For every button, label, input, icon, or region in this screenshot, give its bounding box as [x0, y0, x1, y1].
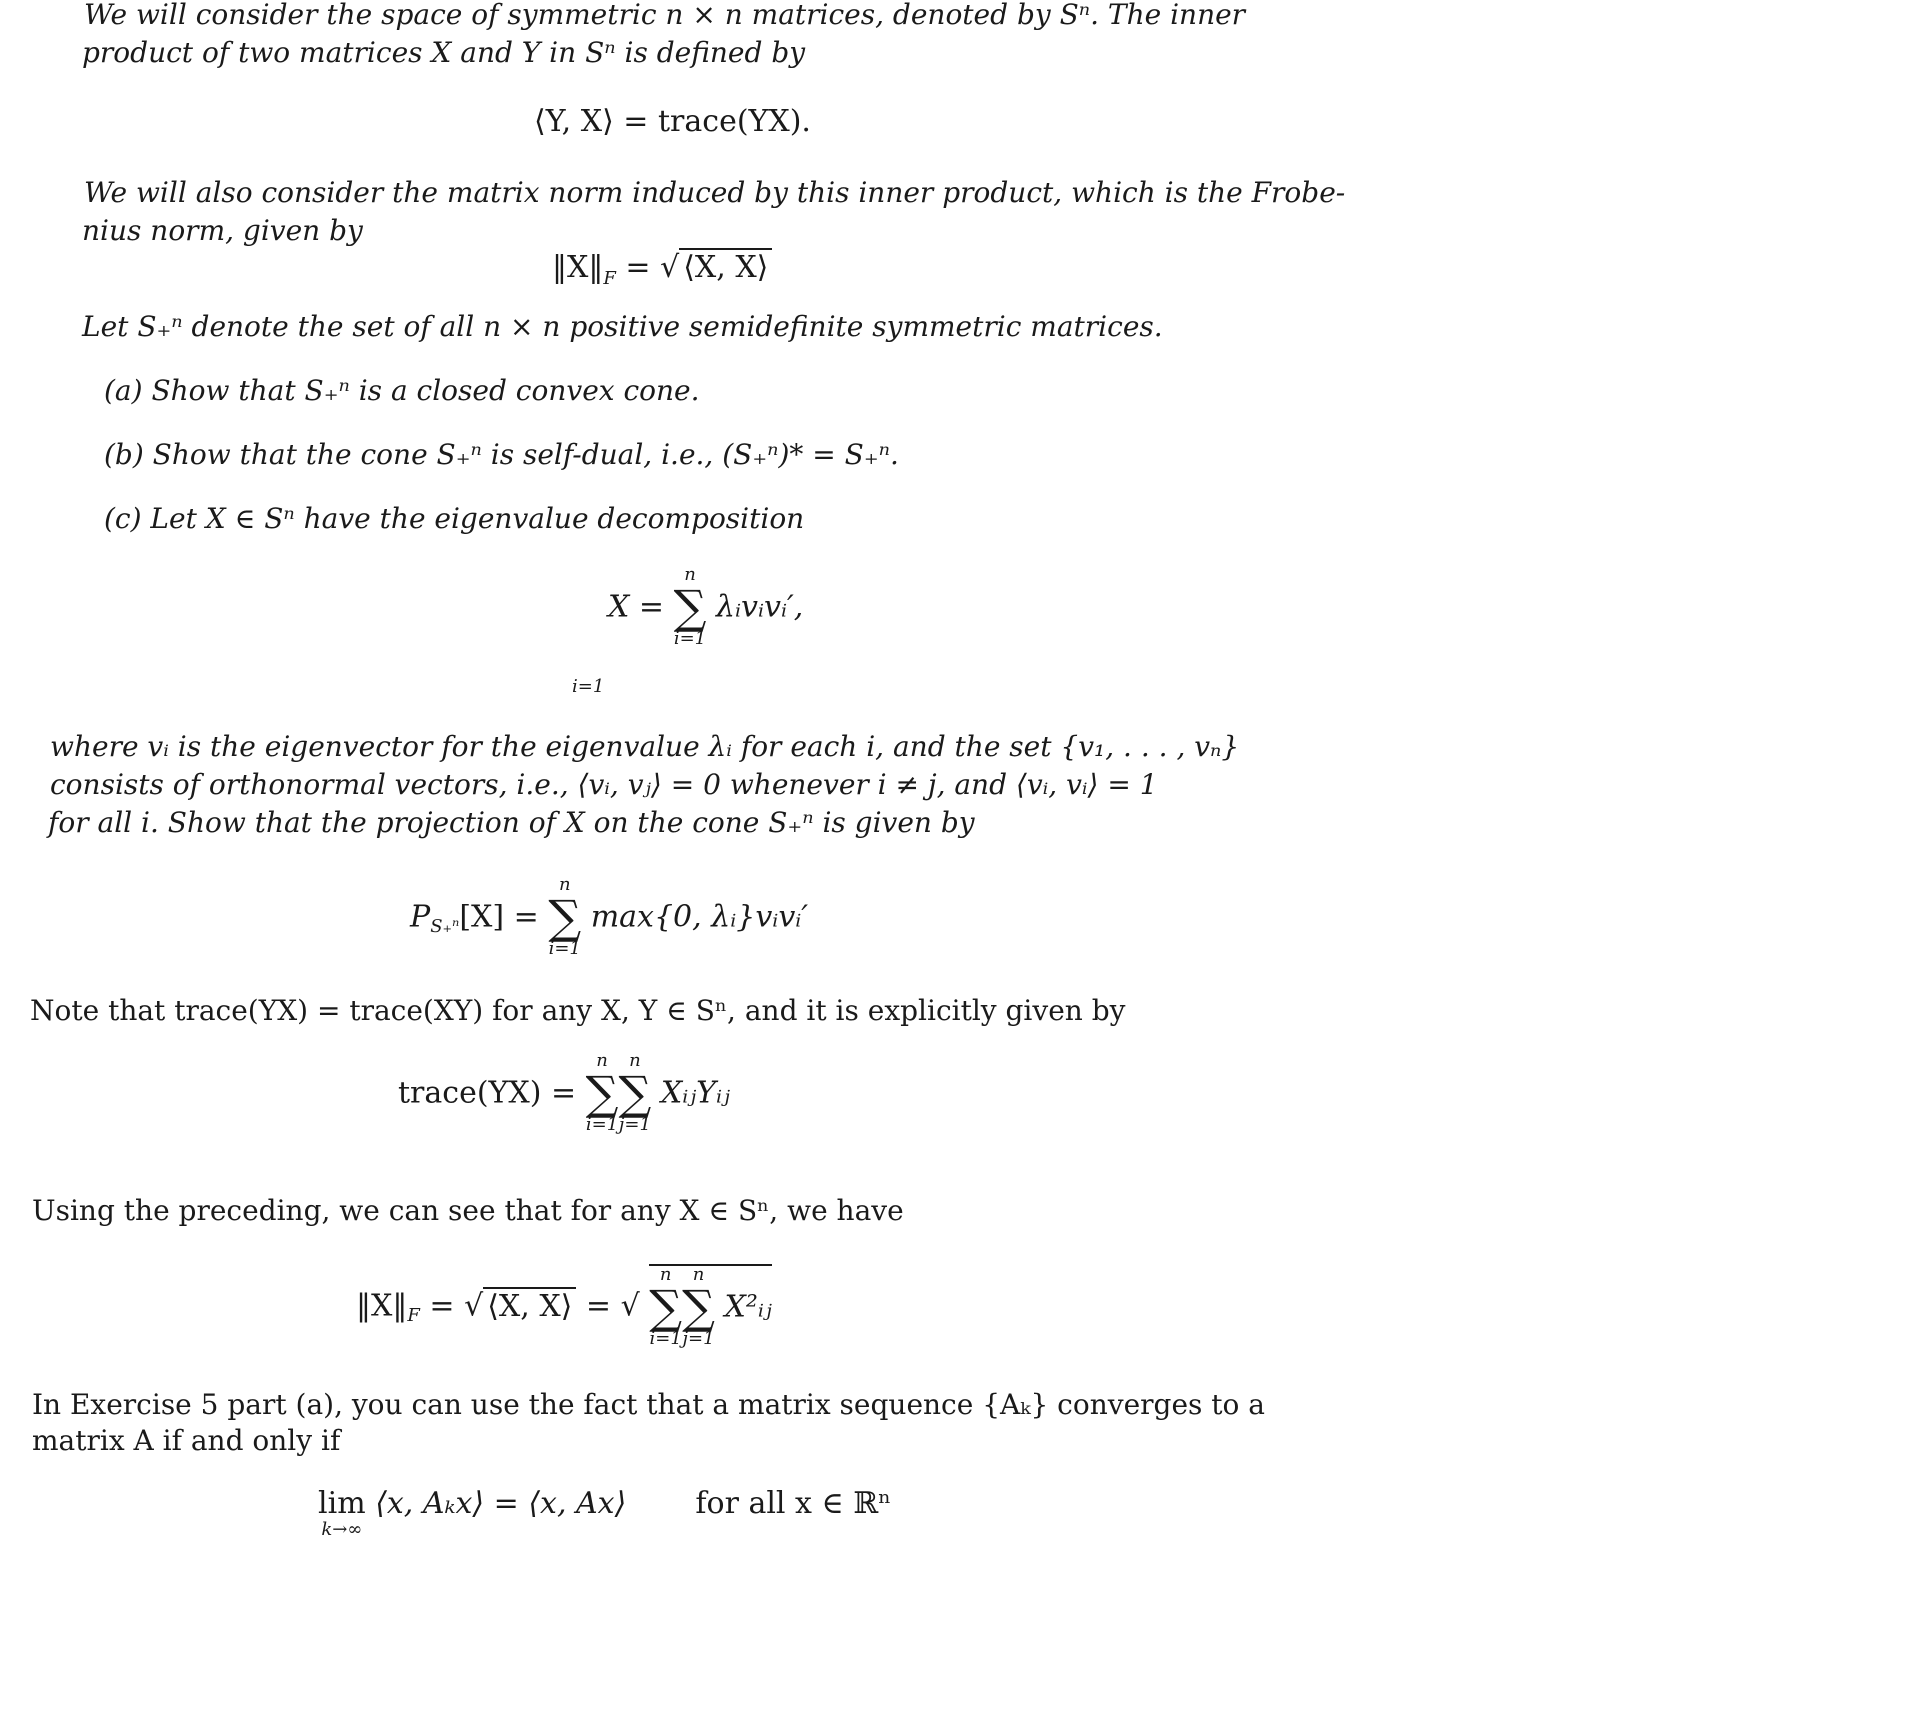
frob-eq: = √	[615, 250, 680, 285]
equation-eigen-decomposition	[608, 566, 803, 648]
part-c: (c) Let X ∈ Sⁿ have the eigenvalue decomposition	[104, 502, 805, 535]
sum-lower: i=1	[548, 938, 581, 959]
trace-rhs: XᵢⱼYᵢⱼ	[660, 1075, 730, 1111]
frob-lhs: ‖X‖	[552, 250, 604, 285]
where-line-3: for all i. Show that the projection of X on the cone S₊ⁿ is given by	[48, 806, 975, 839]
sum-symbol-j: n ∑ j=1	[618, 1050, 652, 1135]
psd-definition: Let S₊ⁿ denote the set of all n × n positive semidefinite symmetric matrices.	[82, 310, 1163, 343]
norm-sub: F	[407, 1305, 420, 1326]
equation-frobenius-norm	[552, 250, 772, 289]
norm-lhs: ‖X‖	[356, 1288, 408, 1324]
proj-p: P	[410, 899, 431, 935]
lim-text: lim	[318, 1486, 366, 1521]
norm-rhs: X²ᵢⱼ	[724, 1289, 772, 1325]
sum-symbol-i: n ∑ i=1	[585, 1050, 619, 1135]
note-trace: Note that trace(YX) = trace(XY) for any X, Y ∈ Sⁿ, and it is explicitly given by	[30, 994, 1126, 1027]
part-b: (b) Show that the cone S₊ⁿ is self-dual, i.e., (S₊ⁿ)* = S₊ⁿ.	[104, 438, 899, 471]
sum-upper: n	[684, 564, 696, 585]
using-preceding: Using the preceding, we can see that for any X ∈ Sⁿ, we have	[32, 1194, 904, 1227]
sum-upper: n	[659, 1264, 672, 1285]
norm-mid: = √	[419, 1288, 484, 1324]
eig-rhs: λᵢvᵢvᵢ′,	[715, 589, 804, 625]
norm-big-radical	[649, 1264, 772, 1348]
sum-symbol: n ∑ i=1	[548, 874, 582, 959]
sum-lower: i=1	[649, 1328, 682, 1349]
where-line-2: consists of orthonormal vectors, i.e., ⟨vᵢ, vⱼ⟩ = 0 whenever i ≠ j, and ⟨vᵢ, vᵢ⟩ = 1	[50, 768, 1158, 801]
proj-rhs: max{0, λᵢ}vᵢvᵢ′	[590, 899, 809, 935]
sum-upper: n	[629, 1050, 641, 1071]
sum-lower: i=1	[585, 1114, 619, 1135]
sum-lower: j=1	[682, 1328, 715, 1349]
equation-projection	[410, 876, 808, 958]
equation-norm-expanded	[356, 1264, 772, 1348]
limit-condition: for all x ∈ ℝⁿ	[695, 1486, 892, 1521]
sum-lower: j=1	[618, 1114, 651, 1135]
equation-inner-product: ⟨Y, X⟩ = trace(YX).	[534, 104, 811, 139]
exercise-line-2: matrix A if and only if	[32, 1424, 341, 1457]
frob-radicand: ⟨X, X⟩	[679, 248, 772, 285]
intro-line-2: product of two matrices X and Y in Sⁿ is defined by	[82, 36, 806, 69]
intro-line-1: We will consider the space of symmetric n × n matrices, denoted by Sⁿ. The inner	[84, 0, 1246, 31]
proj-lhs-rest: [X] =	[459, 899, 549, 935]
sum-upper: n	[558, 874, 571, 895]
limit-operator	[318, 1486, 366, 1539]
frobenius-line-2: nius norm, given by	[82, 214, 363, 247]
sum-symbol: n ∑ i=1	[673, 564, 707, 649]
frobenius-line-1: We will also consider the matrix norm induced by this inner product, which is the Frobe-	[84, 176, 1346, 209]
eig-lhs: X =	[608, 589, 674, 625]
sum-upper: n	[596, 1050, 608, 1071]
proj-sub: S₊ⁿ	[430, 916, 460, 937]
sum-symbol-i: n ∑ i=1	[649, 1264, 683, 1349]
stray-index-label: i=1	[572, 676, 605, 697]
limit-expression: ⟨x, Aₖx⟩ = ⟨x, Ax⟩	[375, 1486, 627, 1521]
trace-lhs: trace(YX) =	[398, 1075, 586, 1111]
exercise-line-1: In Exercise 5 part (a), you can use the fact that a matrix sequence {Aₖ} converges to a	[32, 1388, 1265, 1421]
part-a: (a) Show that S₊ⁿ is a closed convex cone.	[104, 374, 700, 407]
equation-limit	[318, 1486, 891, 1539]
sum-symbol-j: n ∑ j=1	[682, 1264, 715, 1349]
equation-trace	[398, 1052, 730, 1134]
sum-lower: i=1	[673, 628, 707, 649]
frob-sub: F	[603, 268, 616, 289]
lim-subscript: k→∞	[321, 1519, 363, 1540]
sum-upper: n	[692, 1264, 705, 1285]
where-line-1: where vᵢ is the eigenvector for the eigenvalue λᵢ for each i, and the set {v₁, . . . , vₙ}	[50, 730, 1240, 763]
norm-eq2: = √	[576, 1288, 640, 1324]
norm-radicand: ⟨X, X⟩	[483, 1287, 576, 1324]
